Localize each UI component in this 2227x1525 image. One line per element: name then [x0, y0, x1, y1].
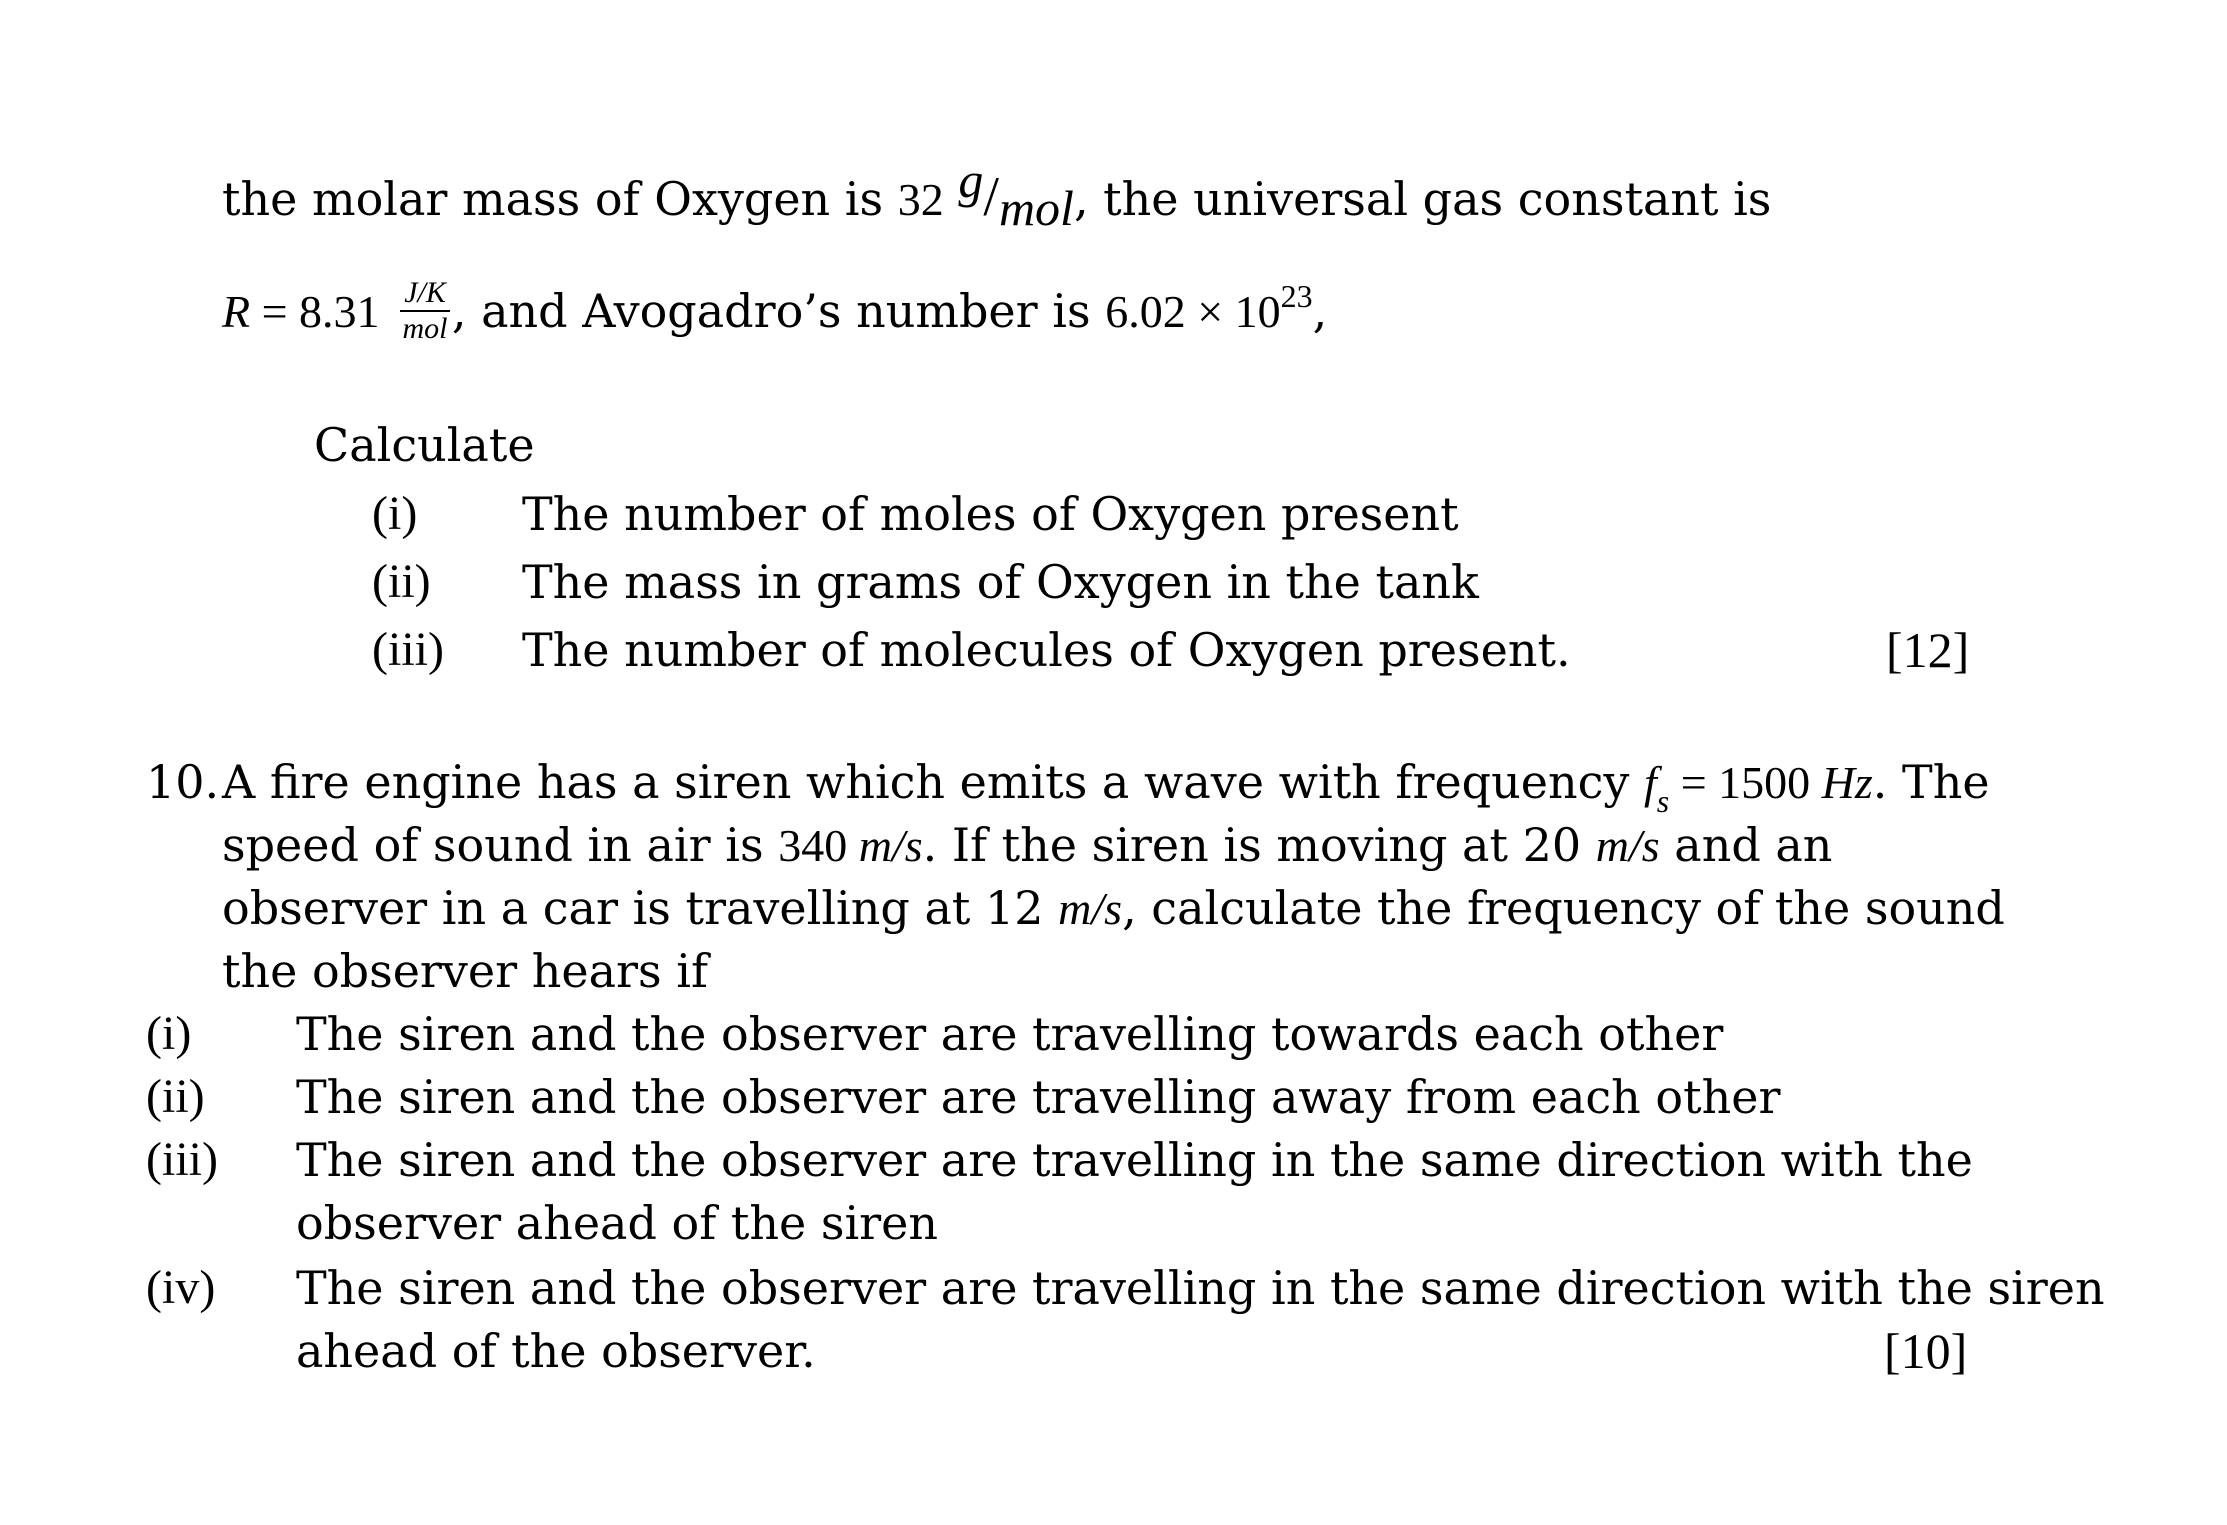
calculate-marks: [12]	[1886, 622, 1970, 678]
q10-item-label-3: (iii)	[146, 1133, 218, 1186]
speed-of-sound-value: 340	[778, 820, 859, 871]
gas-constant-unit-fraction	[400, 276, 450, 346]
speed-unit-3: m/s	[1058, 883, 1123, 934]
q10-l2-c: and an	[1659, 818, 1833, 872]
frequency-subscript: s	[1656, 783, 1670, 819]
question-10-line-2	[222, 815, 1832, 876]
gas-constant-value: = 8.31	[250, 286, 380, 337]
calc-item-text-3: The number of molecules of Oxygen present.	[522, 623, 1571, 677]
frequency-symbol: f	[1643, 757, 1657, 808]
frequency-unit: Hz	[1821, 757, 1873, 808]
molar-mass-text: the molar mass of Oxygen is	[222, 172, 898, 226]
molar-mass-value: 32	[897, 174, 944, 225]
q10-item-text-2: The siren and the observer are travelling away from each other	[296, 1070, 1781, 1124]
preamble-line-2	[222, 266, 1327, 350]
calculate-heading-text: Calculate	[314, 418, 535, 472]
question-10-line-4: the observer hears if	[222, 944, 708, 998]
calc-item-text-2: The mass in grams of Oxygen in the tank	[522, 555, 1479, 609]
question-10-number: 10.	[146, 755, 220, 809]
q10-l3-a: observer in a car is travelling at 12	[222, 881, 1059, 935]
gas-constant-unit-denominator: mol	[402, 312, 448, 345]
q10-l2-a: speed of sound in air is	[222, 818, 779, 872]
calc-item-label-2: (ii)	[372, 555, 431, 608]
q10-item-label-4: (iv)	[146, 1261, 216, 1314]
speed-unit-2: m/s	[1595, 820, 1660, 871]
gas-constant-symbol: R	[222, 286, 251, 337]
avogadro-exponent: 23	[1280, 278, 1313, 314]
speed-unit-1: m/s	[858, 820, 923, 871]
q10-item-text-3b: observer ahead of the siren	[296, 1196, 939, 1250]
gas-constant-text: , the universal gas constant is	[1073, 172, 1772, 226]
q10-item-text-4: The siren and the observer are travelling in the same direction with the siren	[296, 1261, 2105, 1315]
avogadro-text: and Avogadro’s number is	[466, 284, 1106, 338]
q10-l2-b: . If the siren is moving at 20	[922, 818, 1596, 872]
q10-item-label-2: (ii)	[146, 1070, 205, 1123]
calculate-heading	[314, 415, 535, 475]
q10-item-text-4b: ahead of the observer.	[296, 1324, 816, 1378]
molar-mass-unit-denominator: mol	[998, 180, 1074, 236]
end-comma: ,	[1312, 284, 1328, 338]
comma: ,	[451, 284, 467, 338]
gas-constant-unit-numerator: J/K	[400, 276, 450, 312]
preamble-line-1: the molar mass of Oxygen is 32 g/mol, the universal gas constant is	[222, 152, 1772, 236]
question-10-marks: [10]	[1884, 1323, 1968, 1379]
avogadro-base: 6.02 × 10	[1105, 286, 1281, 337]
q10-l3-b: , calculate the frequency of the sound	[1122, 881, 2005, 935]
q10-item-text-1: The siren and the observer are travelling towards each other	[296, 1007, 1724, 1061]
calc-item-text-1: The number of moles of Oxygen present	[522, 487, 1459, 541]
calc-item-label-1: (i)	[372, 487, 418, 540]
molar-mass-unit-numerator: g	[958, 152, 984, 208]
q10-l1-text: A fire engine has a siren which emits a wave with frequency	[222, 755, 1644, 809]
q10-l1-end: . The	[1872, 755, 1990, 809]
q10-item-text-3: The siren and the observer are travelling in the same direction with the	[296, 1133, 1973, 1187]
frequency-value: = 1500	[1669, 757, 1822, 808]
question-10-line-3	[222, 878, 2005, 939]
q10-item-label-1: (i)	[146, 1007, 192, 1060]
calc-item-label-3: (iii)	[372, 623, 444, 676]
